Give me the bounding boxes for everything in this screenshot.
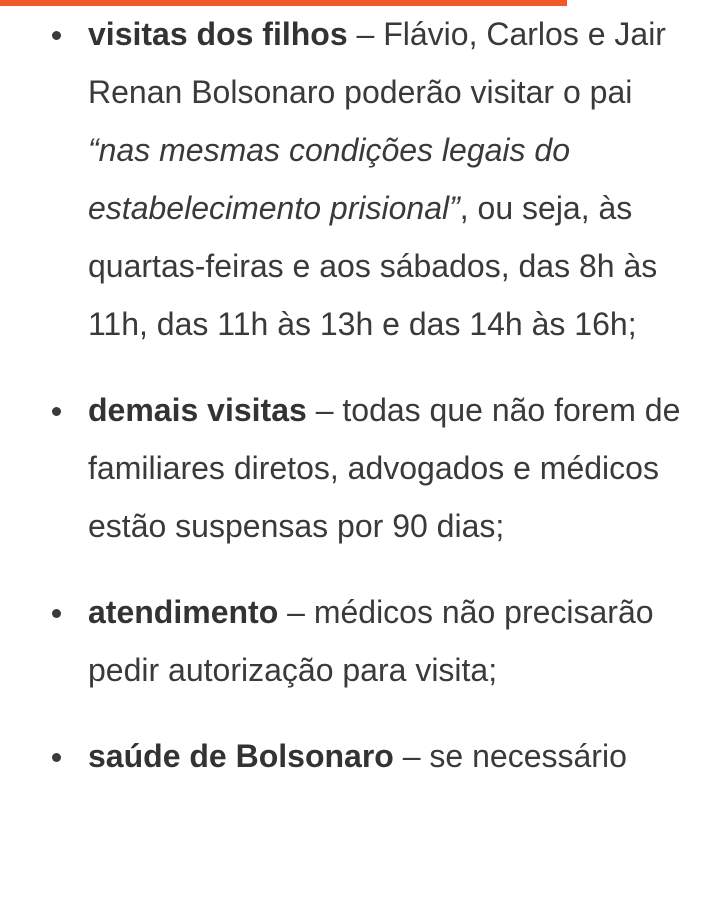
item-term: saúde de Bolsonaro xyxy=(88,738,394,774)
list-item-atendimento xyxy=(0,583,720,699)
bullet-icon xyxy=(52,407,61,416)
item-text: – médicos não precisarão pedir autorização para visita; xyxy=(88,594,654,688)
item-text: – se necessário xyxy=(393,738,627,774)
bullet-icon xyxy=(52,609,61,618)
item-text: – todas que não forem de familiares diretos, advogados e médicos estão suspensas por 90 dias; xyxy=(88,392,681,544)
item-term: atendimento xyxy=(88,594,279,630)
item-quote: “nas mesmas condições legais do estabelecimento prisional” xyxy=(88,132,571,226)
list-item-demais-visitas xyxy=(0,381,720,555)
bullet-icon xyxy=(52,753,61,762)
item-term: demais visitas xyxy=(88,392,307,428)
item-term: visitas dos filhos xyxy=(88,16,348,52)
bullet-icon xyxy=(52,31,61,40)
bullet-list xyxy=(0,5,720,785)
list-item-saude xyxy=(0,727,720,785)
article-body xyxy=(0,5,720,813)
item-text: – Flávio, Carlos e Jair Renan Bolsonaro poderão visitar o pai xyxy=(88,16,666,110)
item-text: , ou seja, às quartas-feiras e aos sábados, das 8h às 11h, das 11h às 13h e das 14h às 16h; xyxy=(88,190,658,342)
list-item-visitas-dos-filhos xyxy=(0,5,720,353)
